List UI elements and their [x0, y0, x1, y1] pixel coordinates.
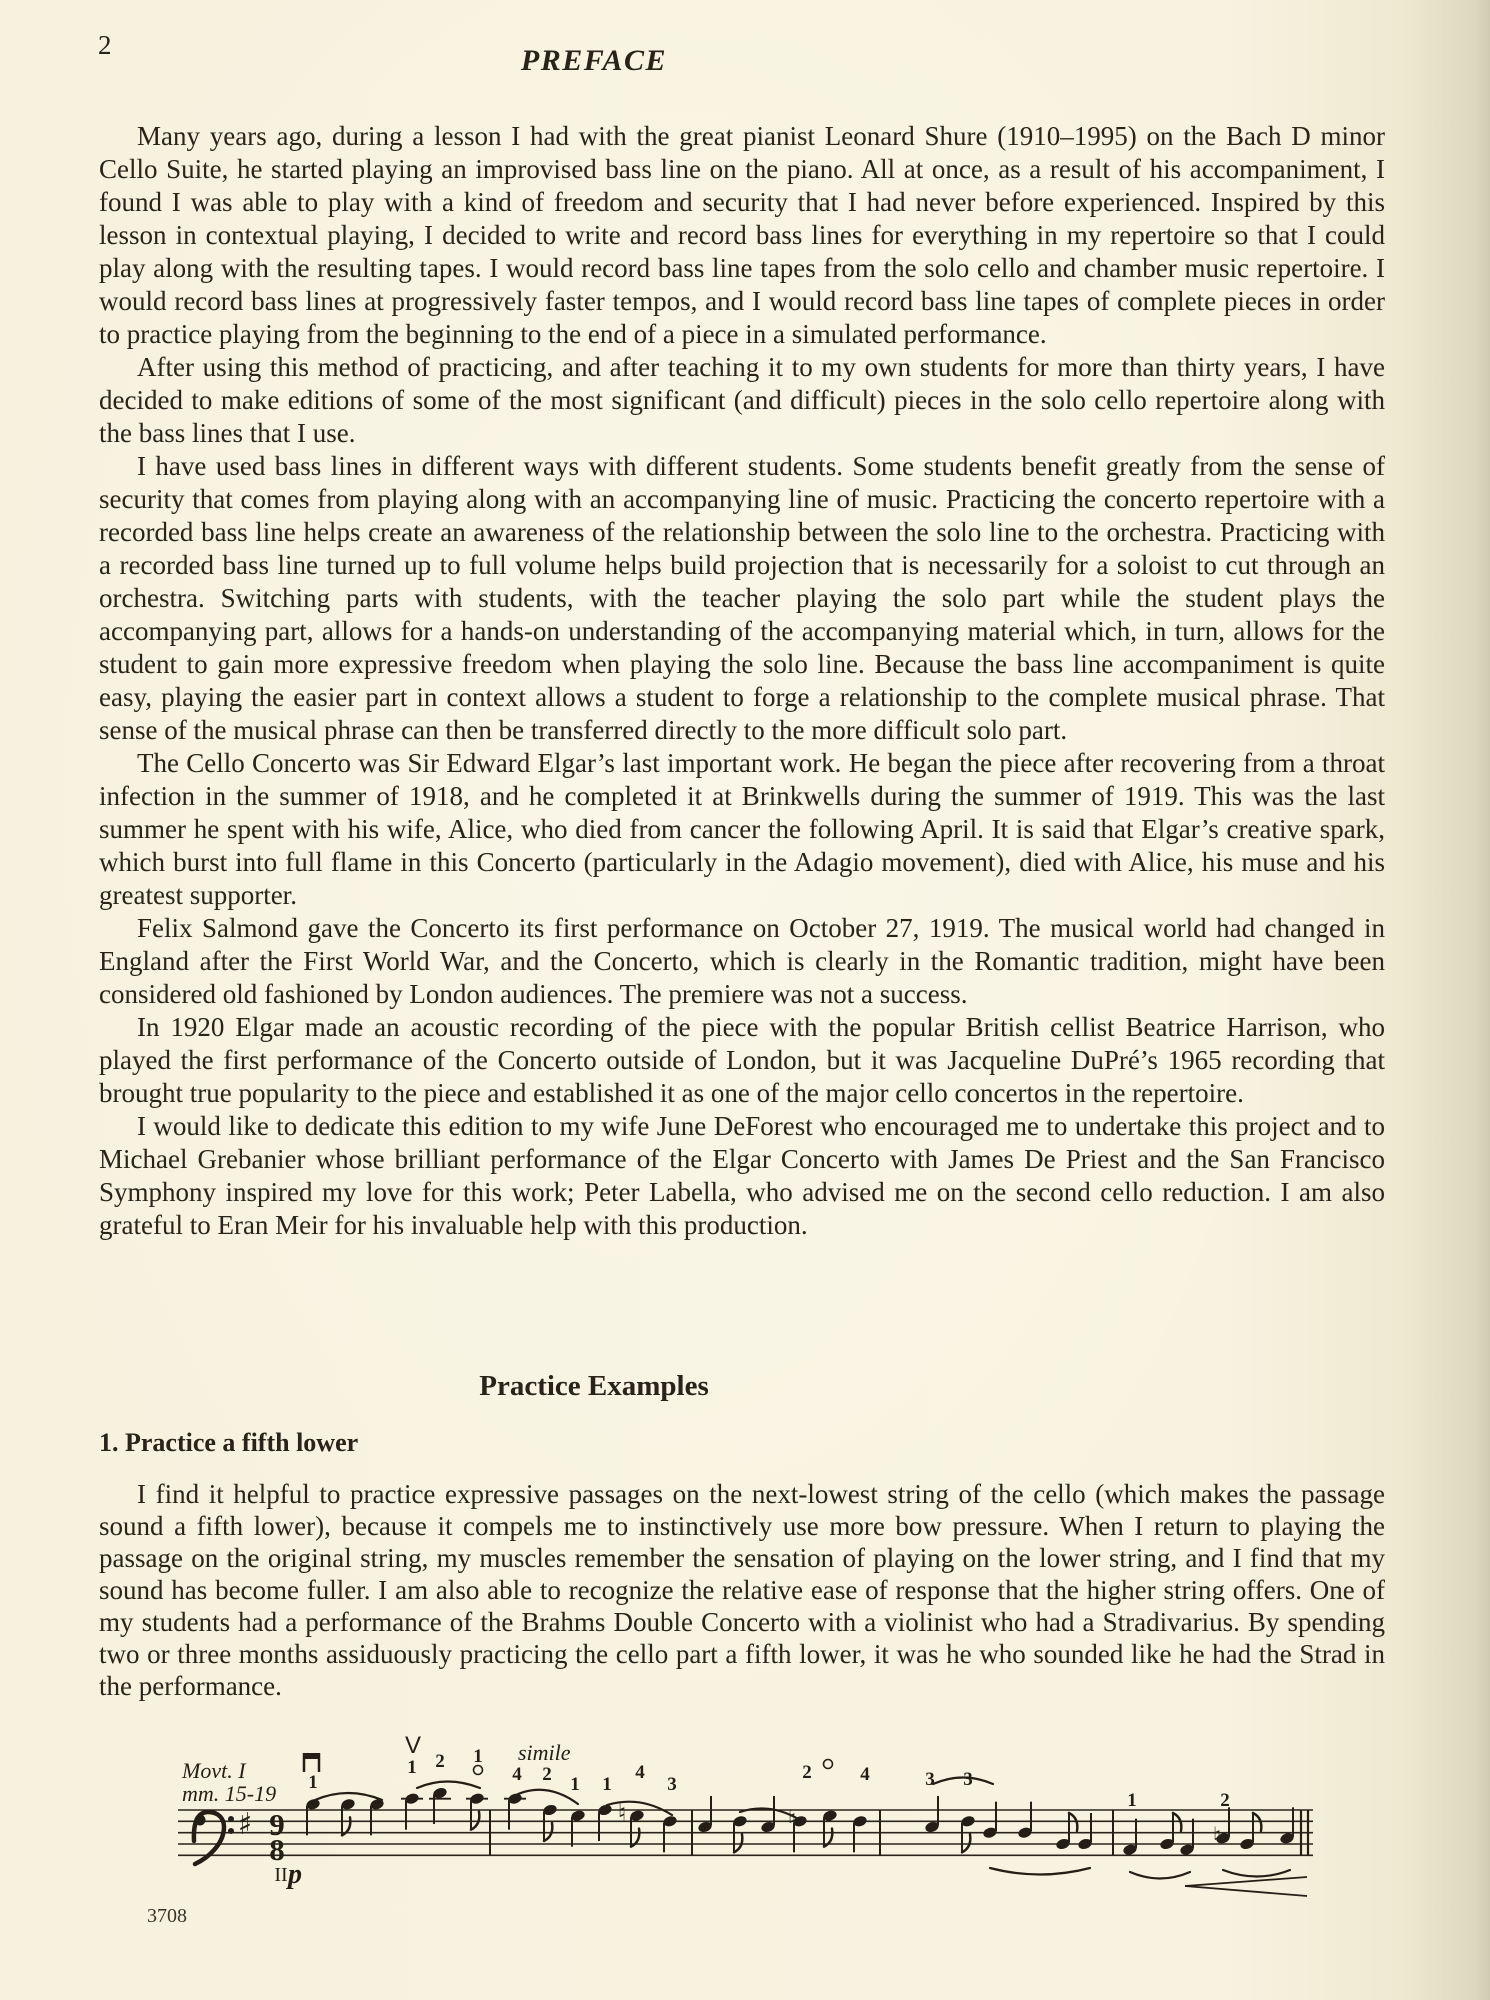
slur — [315, 1793, 382, 1800]
slur — [1223, 1870, 1290, 1877]
fingering-number: 4 — [635, 1762, 645, 1783]
bass-clef-icon — [194, 1812, 224, 1864]
string-number-label: II — [274, 1864, 288, 1886]
preface-paragraph-6: In 1920 Elgar made an acoustic recording of the piece with the popular British cellist Beatrice Harrison, who played the first performance of the Concerto outside of London, but it was Jacqueline DuPré’s 1965 recording that brought true popularity to the piece and established it as one of the major cello concertos in the repertoire. — [99, 1012, 1385, 1108]
time-signature-top: 9 — [269, 1807, 285, 1842]
bass-clef-dot — [228, 1828, 234, 1834]
practice-subheading: 1. Practice a fifth lower — [99, 1428, 359, 1457]
measures-label: mm. 15-19 — [182, 1781, 277, 1806]
music-example — [95, 1720, 1365, 1920]
movement-label: Movt. I — [182, 1758, 246, 1783]
natural-accidental: ♮ — [1212, 1822, 1222, 1850]
crescendo-hairpin — [1185, 1886, 1307, 1896]
fingering-number: 4 — [860, 1764, 870, 1785]
fingering-number: 1 — [308, 1772, 318, 1793]
fingering-number: 1 — [1127, 1790, 1137, 1811]
practice-paragraph: I find it helpful to practice expressive passages on the next-lowest string of the cello (which makes the passage sound a fifth lower), because it compels me to instinctively use more bow pressure. When I return to playing the passage on the original string, my muscles remember the sensation of playing on the lower string, and I find that my sound has become fuller. I am also able to recognize the relative ease of response that the higher string offers. One of my students had a performance of the Brahms Double Concerto with a violinist who had a Stradivarius. By spending two or three months assiduously practicing the cello part a fifth lower, it was he who sounded like he had the Strad in the performance. — [99, 1479, 1385, 1701]
slur — [417, 1782, 480, 1789]
page-number: 2 — [98, 30, 112, 60]
preface-paragraph-1: Many years ago, during a lesson I had with the great pianist Leonard Shure (1910–1995) on the Bach D minor Cello Suite, he started playing an improvised bass line on the piano. All at once, as a result of his accompaniment, I found I was able to play with a kind of freedom and security that I had never before experienced. Inspired by this lesson in contextual playing, I decided to write and record bass lines for everything in my repertoire so that I could play along with the resulting tapes. I would record bass line tapes from the solo cello and chamber music repertoire. I would record bass lines at progressively faster tempos, and I would record bass line tapes of complete pieces in order to practice playing from the beginning to the end of a piece in a simulated performance. — [99, 121, 1385, 349]
preface-paragraph-2: After using this method of practicing, and after teaching it to my own students for more than thirty years, I have decided to make editions of some of the most significant (and difficult) pieces in the solo cello repertoire along with the bass lines that I use. — [99, 352, 1385, 448]
harmonic-circle-icon — [824, 1760, 833, 1769]
fingering-number: 1 — [570, 1774, 580, 1795]
natural-accidental: ♮ — [787, 1805, 797, 1833]
preface-paragraph-4: The Cello Concerto was Sir Edward Elgar’s last important work. He began the piece after recovering from a throat infection in the summer of 1918, and he completed it at Brinkwells during the summer of 1919. This was the last summer he spent with his wife, Alice, who died from cancer the following April. It is said that Elgar’s creative spark, which burst into full flame in this Concerto (particularly in the Adagio movement), died with Alice, his muse and his greatest supporter. — [99, 748, 1385, 910]
simile-label: simile — [518, 1740, 571, 1765]
preface-body — [99, 120, 1385, 1242]
fingering-number: 3 — [925, 1769, 935, 1790]
fingering-number: 2 — [802, 1762, 812, 1783]
preface-paragraph-3: I have used bass lines in different ways with different students. Some students benefit greatly from the sense of security that comes from playing along with an accompanying line of music. Practicing the concerto repertoire with a recorded bass line helps create an awareness of the relationship between the solo line to the orchestra. Practicing with a recorded bass line turned up to full volume helps build projection that is necessarily for a soloist to cut through an orchestra. Switching parts with students, with the teacher playing the solo part while the student plays the accompanying part, allows for a hands-on understanding of the accompanying material which, in turn, allows for the student to gain more expressive freedom when playing the solo line. Because the bass line accompaniment is quite easy, playing the easier part in context allows a student to forge a relationship to the complete musical phrase. That sense of the musical phrase can then be transferred directly to the more difficult solo part. — [99, 451, 1385, 745]
fingering-number: 2 — [542, 1764, 552, 1785]
slur — [990, 1868, 1090, 1875]
down-bow-icon — [303, 1753, 320, 1759]
fingering-number: 3 — [963, 1769, 973, 1790]
crescendo-hairpin — [1185, 1877, 1307, 1886]
fingering-number: 4 — [512, 1764, 522, 1785]
fingering-number: 3 — [667, 1774, 677, 1795]
slur — [518, 1790, 578, 1804]
fingering-number: 1 — [407, 1757, 417, 1778]
bass-clef-dot — [228, 1816, 234, 1822]
practice-examples-heading: Practice Examples — [479, 1370, 709, 1402]
time-signature-bottom: 8 — [269, 1832, 285, 1867]
plate-number: 3708 — [147, 1905, 187, 1927]
fingering-number: 2 — [1220, 1790, 1230, 1811]
fingering-number: 1 — [473, 1746, 483, 1767]
dynamic-piano-label: p — [288, 1859, 302, 1890]
up-bow-icon: V — [404, 1732, 422, 1759]
preface-paragraph-5: Felix Salmond gave the Concerto its first performance on October 27, 1919. The musical world had changed in England after the First World War, and the Concerto, which is clearly in the Romantic tradition, might have been considered old fashioned by London audiences. The premiere was not a success. — [99, 913, 1385, 1009]
slur — [1130, 1872, 1190, 1879]
music-notation-svg — [95, 1720, 1365, 1920]
fingering-number: 2 — [435, 1751, 445, 1772]
key-signature-sharp: ♯ — [237, 1807, 253, 1842]
natural-accidental: ♮ — [617, 1799, 627, 1827]
preface-paragraph-7: I would like to dedicate this edition to my wife June DeForest who encouraged me to undertake this project and to Michael Grebanier whose brilliant performance of the Elgar Concerto with James De Priest and the San Francisco Symphony inspired my love for this work; Peter Labella, who advised me on the second cello reduction. I am also grateful to Eran Meir for his invaluable help with this production. — [99, 1111, 1385, 1240]
fingering-number: 1 — [602, 1774, 612, 1795]
preface-title: PREFACE — [520, 44, 668, 77]
